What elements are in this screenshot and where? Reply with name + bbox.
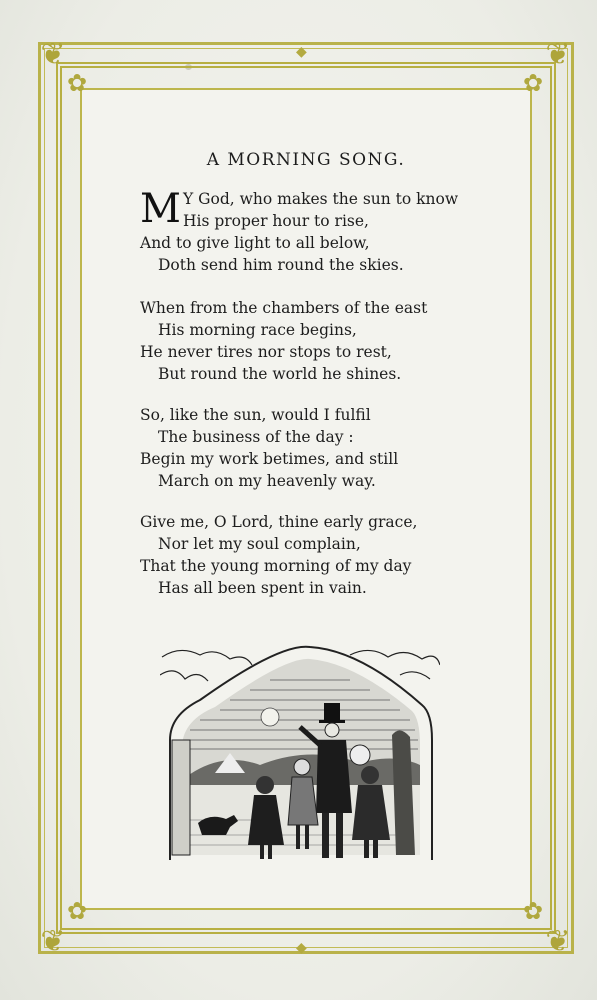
poem-line: Give me, O Lord, thine early grace,: [140, 513, 418, 531]
stanza-1: [140, 188, 460, 276]
inner-corner-ornament-icon: ✿: [66, 69, 88, 97]
poem-line: Has all been spent in vain.: [158, 579, 367, 597]
poem-line: His proper hour to rise,: [182, 212, 369, 230]
poem-line: Doth send him round the skies.: [158, 256, 404, 274]
inner-corner-ornament-icon: ✿: [66, 897, 88, 925]
poem-line: So, like the sun, would I fulfil: [140, 406, 371, 424]
poem-title: A MORNING SONG.: [206, 150, 406, 170]
poem-line: Y God, who makes the sun to know: [182, 190, 459, 208]
poem-line: He never tires nor stops to rest,: [140, 343, 392, 361]
stanza-2: [140, 297, 460, 385]
corner-ornament-icon: ❦: [40, 924, 66, 959]
poem-line: Begin my work betimes, and still: [140, 450, 399, 468]
corner-ornament-icon: ❦: [545, 924, 571, 959]
inner-corner-ornament-icon: ✿: [522, 69, 544, 97]
poem-line: When from the chambers of the east: [140, 299, 428, 317]
stanza-3: [140, 404, 460, 492]
poem-line: Nor let my soul complain,: [158, 535, 361, 553]
engraving-illustration: [160, 645, 440, 867]
poem-line: And to give light to all below,: [140, 234, 370, 252]
inner-corner-ornament-icon: ✿: [522, 897, 544, 925]
poem-line: March on my heavenly way.: [158, 472, 376, 490]
bottom-ornament-icon: ◆: [296, 940, 307, 956]
top-ornament-icon: ◆: [296, 44, 307, 60]
corner-ornament-icon: ❦: [40, 37, 66, 72]
poem-line: His morning race begins,: [158, 321, 357, 339]
poem-line: That the young morning of my day: [140, 557, 412, 575]
drop-cap: M: [140, 186, 181, 232]
poem-line: But round the world he shines.: [158, 365, 402, 383]
poem-line: The business of the day :: [158, 428, 354, 446]
corner-ornament-icon: ❦: [545, 37, 571, 72]
stanza-4: [140, 511, 460, 599]
